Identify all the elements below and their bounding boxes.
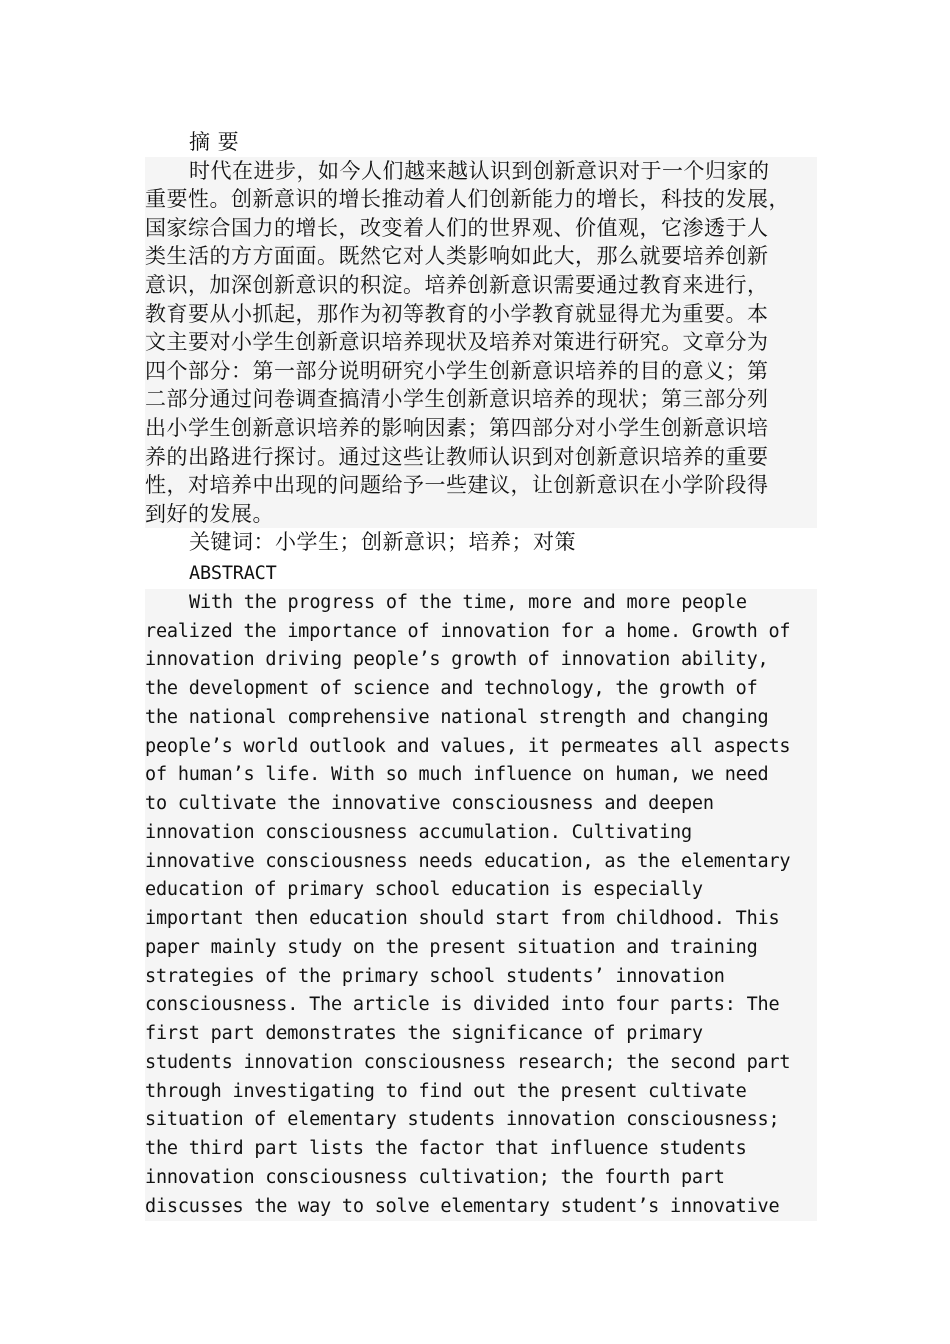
english-abstract-heading: ABSTRACT [189,563,277,584]
english-abstract-line: innovation consciousness cultivation; the fourth part [145,1164,817,1193]
english-abstract-line: people’s world outlook and values, it permeates all aspects [145,733,817,762]
english-abstract-line: With the progress of the time, more and more people [145,589,817,618]
english-abstract-line: education of primary school education is especially [145,876,817,905]
english-abstract-line: the development of science and technology, the growth of [145,675,817,704]
chinese-abstract-line: 重要性。创新意识的增长推动着人们创新能力的增长，科技的发展， [145,185,817,214]
chinese-abstract-line: 文主要对小学生创新意识培养现状及培养对策进行研究。文章分为 [145,328,817,357]
chinese-abstract-line: 类生活的方方面面。既然它对人类影响如此大，那么就要培养创新 [145,242,817,271]
english-abstract [145,560,817,1221]
english-abstract-line: strategies of the primary school students’ innovation [145,963,817,992]
english-abstract-line: discusses the way to solve elementary student’s innovative [145,1193,817,1222]
chinese-keywords: 关键词：小学生；创新意识；培养；对策 [189,530,576,555]
chinese-abstract-line: 性，对培养中出现的问题给予一些建议，让创新意识在小学阶段得 [145,471,817,500]
english-abstract-line: the national comprehensive national strength and changing [145,704,817,733]
english-abstract-line: innovation consciousness accumulation. Cultivating [145,819,817,848]
english-abstract-line: consciousness. The article is divided into four parts: The [145,991,817,1020]
english-abstract-line: first part demonstrates the significance of primary [145,1020,817,1049]
english-abstract-line: important then education should start from childhood. This [145,905,817,934]
english-abstract-line: students innovation consciousness research; the second part [145,1049,817,1078]
chinese-abstract-line: 国家综合国力的增长，改变着人们的世界观、价值观，它渗透于人 [145,214,817,243]
chinese-abstract-line: 四个部分：第一部分说明研究小学生创新意识培养的目的意义；第 [145,357,817,386]
english-abstract-line: paper mainly study on the present situation and training [145,934,817,963]
chinese-abstract-line: 养的出路进行探讨。通过这些让教师认识到对创新意识培养的重要 [145,443,817,472]
chinese-abstract-line: 意识，加深创新意识的积淀。培养创新意识需要通过教育来进行， [145,271,817,300]
chinese-abstract-line: 教育要从小抓起，那作为初等教育的小学教育就显得尤为重要。本 [145,300,817,329]
chinese-abstract-heading: 摘 要 [189,130,240,154]
english-abstract-line: to cultivate the innovative consciousness and deepen [145,790,817,819]
english-abstract-line: the third part lists the factor that influence students [145,1135,817,1164]
chinese-abstract-line: 出小学生创新意识培养的影响因素；第四部分对小学生创新意识培 [145,414,817,443]
english-abstract-line: innovative consciousness needs education, as the elementary [145,848,817,877]
chinese-abstract-line: 时代在进步，如今人们越来越认识到创新意识对于一个归家的 [145,157,817,186]
english-abstract-line: innovation driving people’s growth of innovation ability, [145,646,817,675]
chinese-abstract-line: 二部分通过问卷调查搞清小学生创新意识培养的现状；第三部分列 [145,385,817,414]
chinese-abstract [145,128,817,557]
english-abstract-line: through investigating to find out the present cultivate [145,1078,817,1107]
english-abstract-line: of human’s life. With so much influence on human, we need [145,761,817,790]
english-abstract-line: realized the importance of innovation for a home. Growth of [145,618,817,647]
english-abstract-line: situation of elementary students innovation consciousness; [145,1106,817,1135]
chinese-abstract-line: 到好的发展。 [145,500,817,529]
